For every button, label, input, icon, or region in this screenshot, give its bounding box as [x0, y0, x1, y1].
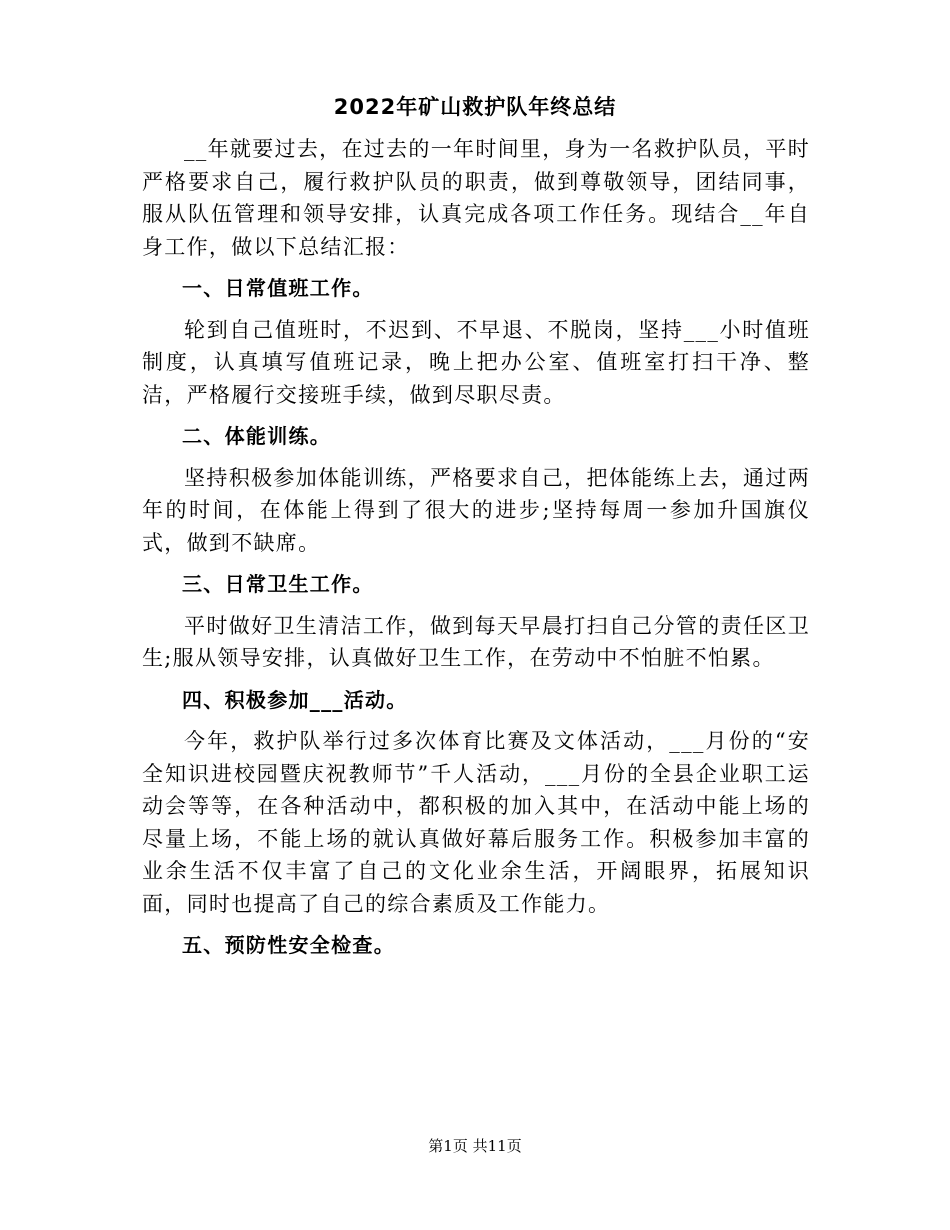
- spacer: [142, 716, 810, 725]
- section-heading-1: 一、日常值班工作。: [182, 276, 374, 300]
- section-body-4: 今年，救护队举行过多次体育比赛及文体活动，___月份的“安全知识进校园暨庆祝教师节”千人活动，___月份的全县企业职工运动会等等，在各种活动中，都积极的加入其中，在活动中能上场的尽量上场，不能上场的就认真做好幕后服务工作。积极参加丰富的业余生活不仅丰富了自己的文化业余生活，开阔眼界，拓展知识面，同时也提高了自己的综合素质及工作能力。: [142, 729, 810, 916]
- section-body-3: 平时做好卫生清洁工作，做到每天早晨打扫自己分管的责任区卫生;服从领导安排，认真做好卫生工作，在劳动中不怕脏不怕累。: [142, 613, 810, 670]
- document-body: [142, 133, 810, 962]
- section-body-2: 坚持积极参加体能训练，严格要求自己，把体能练上去，通过两年的时间，在体能上得到了很大的进步;坚持每周一参加升国旗仪式，做到不缺席。: [142, 465, 810, 555]
- document-title: 2022年矿山救护队年终总结: [333, 95, 617, 119]
- intro-paragraph: __年就要过去，在过去的一年时间里，身为一名救护队员，平时严格要求自己，履行救护队员的职责，做到尊敬领导，团结同事，服从队伍管理和领导安排，认真完成各项工作任务。现结合__年自身工作，做以下总结汇报：: [142, 137, 810, 259]
- section-heading-5: 五、预防性安全检查。: [182, 933, 395, 957]
- spacer: [142, 263, 810, 272]
- page-number-footer: 第1页 共11页: [428, 1137, 522, 1155]
- spacer: [142, 453, 810, 462]
- spacer: [142, 675, 810, 684]
- spacer: [142, 305, 810, 314]
- section-heading-2: 二、体能训练。: [182, 424, 332, 448]
- section-body-1: 轮到自己值班时，不迟到、不早退、不脱岗，坚持___小时值班制度，认真填写值班记录，晚上把办公室、值班室打扫干净、整洁，严格履行交接班手续，做到尽职尽责。: [142, 317, 810, 407]
- spacer: [142, 411, 810, 420]
- spacer: [142, 920, 810, 929]
- spacer: [142, 559, 810, 568]
- section-heading-3: 三、日常卫生工作。: [182, 572, 374, 596]
- spacer: [142, 601, 810, 610]
- section-heading-4: 四、积极参加___活动。: [182, 687, 408, 712]
